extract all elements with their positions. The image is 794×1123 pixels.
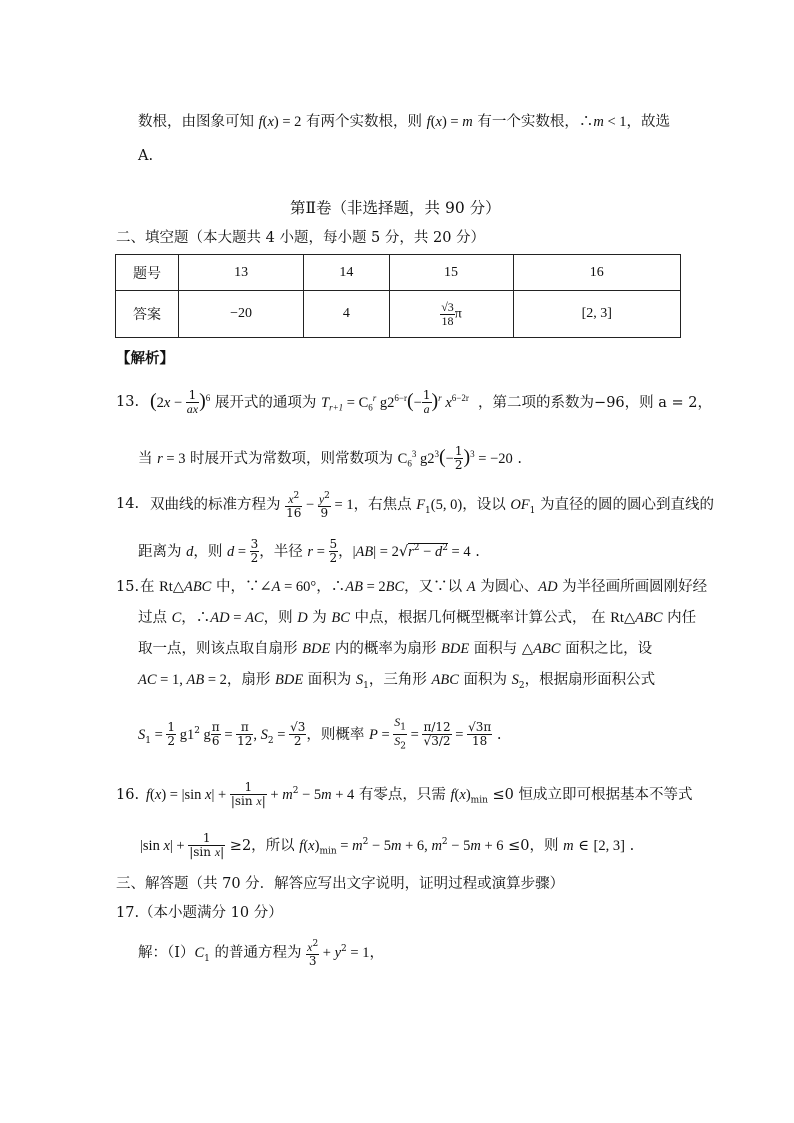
q13-line-2: 当 r = 3 时展开式为常数项，则常数项为 $C_6^3$ $g2^3(-$ $\frac{1}{2}$ )$^3$ = −20 . [138,444,522,473]
table-answer-label: 答案 [116,291,179,338]
part-title: 第Ⅱ卷（非选择题，共 90 分） [290,199,501,217]
q13-line-1: (2x − $\frac{1}{ax}$ )$^6$ 展开式的通项为 $T_{r+1} = C_6^r$ $g2^{6-r}(-$ $\frac{1}{a}$ )$^r$ $x^{6-2r}$ ，第二项的系数为−96，则 a = 2， [150,388,712,417]
section-heading-solutions: 三、解答题（共 70 分．解答应写出文字说明，证明过程或演算步骤） [116,876,565,892]
q15-line-3: 取一点，则该点取自扇形 BDE 内的概率为扇形 BDE 面积与 △ABC 面积之比，设 [138,641,653,657]
intro-line-2: A. [138,148,154,164]
table-row-numbers [116,255,681,291]
table-row-answers [116,291,681,338]
answer-table [115,254,681,338]
q16-line-1: f(x) = |sin x| + $\frac{1}{\text{|sin x|}}$ + $m^2 - 5m + 4$ 有零点，只需 $f(x)_{min} \le 0$ 恒成立即可根据基本不等式 [146,780,693,809]
table-cell-number: 13 [179,255,304,291]
q17-title: 17.（本小题满分 10 分） [116,905,283,921]
answer-15-fraction: $\frac{√3}{18}$ [441,299,454,328]
q16-number: 16. [116,787,140,803]
q14-line-2: 距离为 d，则 d = $\frac{3}{2}$ ，半径 r = $\frac{5}{2}$ ，$|AB| = 2√r^2 - d^2 = 4$ . [138,537,480,566]
q14-line-1: 双曲线的标准方程为 $\frac{x^2}{16}$ − $\frac{y^2}{9}$ = 1，右焦点 $F_1(5$, 0)，设以 $OF_1$ 为直径的圆的圆心到直线的 [150,491,714,520]
q13-number: 13. [116,394,140,410]
q15-line-1: 在 Rt△ABC 中，∵∠A = 60°，∴AB = 2BC，又∵以 A 为圆心、AD 为半径画所画圆刚好经 [140,579,708,595]
table-cell-answer: [2, 3] [513,291,680,338]
q15-line-4: AC = 1, AB = 2，扇形 BDE 面积为 $S_1$，三角形 ABC 面积为 $S_2$，根据扇形面积公式 [138,672,656,691]
q17-line-1: 解：$(Ⅰ)C_1$ 的普通方程为 $\frac{x^2}{3}$ + $y^2 = 1$， [138,939,384,968]
table-cell-answer: −20 [179,291,304,338]
table-cell-number: 16 [513,255,680,291]
q15-line-5: $S_1$ = $\frac{1}{2}$ $g1^2$ g $\frac{\pi}{6}$ = $\frac{\pi}{12}$ , $S_2$ = $\frac{√3}{2}$ ，则概率 P = $\frac{S_1}{S_2}$ = $\frac{\pi/12}{√3/2}$ = $\frac{√3\pi}{18}$ . [138,715,502,752]
intro-line-1: 数根，由图象可知 f(x) = 2 有两个实数根，则 f(x) = m 有一个实数根，∴m < 1，故选 [138,114,670,130]
table-cell-answer: 4 [304,291,389,338]
q15-number: 15. [116,579,140,595]
section-heading-fill-blank: 二、填空题（本大题共 4 小题，每小题 5 分，共 20 分） [116,230,486,246]
q15-line-2: 过点 C，∴AD = AC，则 D 为 BC 中点，根据几何概型概率计算公式， 在 Rt△ABC 内任 [138,610,697,626]
q16-line-2: |sin x| + $\frac{1}{\text{|sin x|}}$ ≥2，所以 $f(x)_{min} = m^2 - 5m + 6$, $m^2 - 5m + 6 \le 0$，则 m ∈ [2, 3] . [140,831,635,860]
q14-number: 14. [116,496,140,512]
table-cell-answer: $\frac{√3}{18}$ π [389,291,513,338]
table-cell-number: 15 [389,255,513,291]
analysis-heading: 【解析】 [116,350,174,367]
table-cell-number: 14 [304,255,389,291]
table-header-label: 题号 [116,255,179,291]
